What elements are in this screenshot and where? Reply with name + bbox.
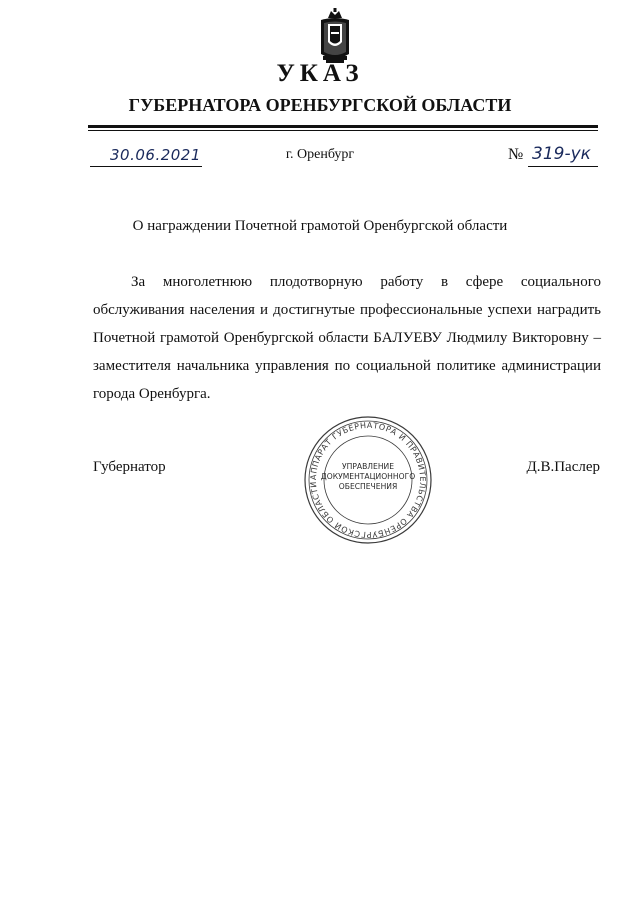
document-number: 319-ук xyxy=(532,144,591,164)
stamp-ring-text: АППАРАТ ГУБЕРНАТОРА И ПРАВИТЕЛЬСТВА ОРЕНБУРГСКОЙ ОБЛАСТИ xyxy=(308,420,428,540)
official-stamp xyxy=(302,414,434,546)
stamp-line-1: УПРАВЛЕНИЕ xyxy=(341,462,395,471)
stamp-center-text xyxy=(302,462,434,492)
number-sign: № xyxy=(508,146,524,163)
issuer-title: ГУБЕРНАТОРА ОРЕНБУРГСКОЙ ОБЛАСТИ xyxy=(128,95,512,115)
header-divider xyxy=(88,125,598,128)
stamp-line-3: ОБЕСПЕЧЕНИЯ xyxy=(338,482,398,491)
document-subject: О награждении Почетной грамотой Оренбургской области xyxy=(132,218,508,234)
signer-name: Д.В.Паслер xyxy=(526,459,600,475)
stamp-line-2: ДОКУМЕНТАЦИОННОГО xyxy=(320,472,416,481)
number-field xyxy=(528,144,598,167)
date-value: 30.06.2021 xyxy=(110,146,201,164)
body-paragraph: За многолетнюю плодотворную работу в сфере социального обслуживания населения и достигнутые профессиональные успехи наградить Почетной грамотой Оренбургской области БАЛУЕВУ Людмилу Викторовну – заместителя начальника управления по социальной политике администрации города Оренбурга. xyxy=(93,274,601,402)
signer-position: Губернатор xyxy=(93,459,166,475)
document-type-title: УКАЗ xyxy=(276,60,364,87)
coat-of-arms-icon xyxy=(319,8,351,64)
header-divider-thin xyxy=(88,130,598,131)
issue-city: г. Оренбург xyxy=(285,147,355,162)
